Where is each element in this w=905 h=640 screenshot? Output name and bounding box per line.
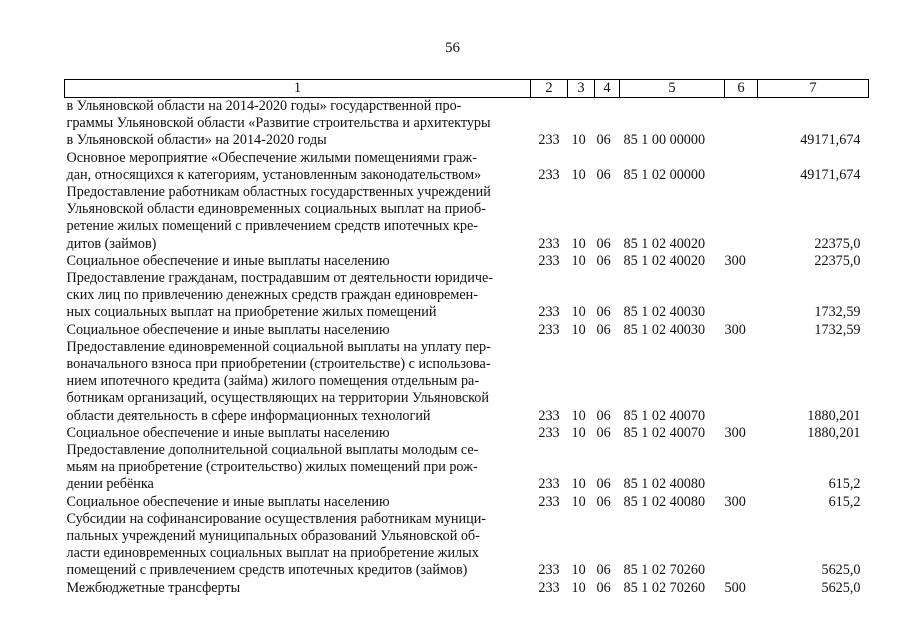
col-6-cell [725,339,758,425]
col-7-cell: 5625,0 [821,579,861,596]
description-line: ретение жилых помещений с привлечением средств ипотечных кре- [66,218,479,235]
description-line: Социальное обеспечение и иные выплаты населению [66,493,390,510]
col-6-cell [725,511,758,580]
col-2-cell: 233 [538,579,560,596]
col-6-cell: 500 [724,579,746,596]
table-row [65,511,869,580]
col-4-cell: 06 [596,476,611,493]
col-7-cell: 615,2 [828,476,861,493]
header-col-1: 1 [65,80,531,98]
description-line: ских лиц по привлечению денежных средств граждан единовремен- [66,287,478,304]
table-row [65,442,869,494]
table-row [65,253,869,270]
table-header [65,80,869,98]
col-4-cell: 06 [596,321,611,338]
col-4-cell: 06 [596,166,611,183]
description-line: ных социальных выплат на приобретение жилых помещений [66,304,437,321]
col-2-cell: 233 [538,493,560,510]
description-line: в Ульяновской области на 2014-2020 годы» государственной про- [66,98,462,114]
description-line: Предоставление гражданам, пострадавшим от деятельности юридиче- [66,270,494,287]
col-3-cell: 10 [571,562,586,579]
col-5-cell: 85 1 02 70260 [623,562,706,579]
page-number: 56 [445,40,460,56]
col-2-cell: 233 [538,407,560,424]
row-description [65,494,531,511]
col-2-cell: 233 [538,132,560,149]
table-row [65,425,869,442]
col-7-cell: 1732,59 [814,321,861,338]
table-row [65,150,869,184]
row-description [65,184,531,253]
col-2-cell: 233 [538,235,560,252]
table-row [65,580,869,597]
col-4-cell: 06 [596,493,611,510]
header-col-2: 2 [531,80,568,98]
row-description [65,442,531,494]
header-col-5: 5 [620,80,725,98]
col-4-cell: 06 [596,562,611,579]
header-col-7: 7 [758,80,869,98]
col-2-cell: 233 [538,562,560,579]
description-line: Субсидии на софинансирование осуществления работникам муници- [66,510,487,527]
row-description [65,98,531,150]
col-5-cell: 85 1 02 40020 [623,252,706,269]
description-line: Социальное обеспечение и иные выплаты населению [66,424,390,441]
header-row [65,80,869,98]
col-4-cell: 06 [596,235,611,252]
table-row [65,494,869,511]
col-4-cell: 06 [596,424,611,441]
description-line: граммы Ульяновской области «Развитие строительства и архитектуры [66,115,491,132]
col-7-cell: 49171,674 [800,132,861,149]
col-7-cell: 22375,0 [814,252,861,269]
col-6-cell [725,150,758,184]
description-line: дан, относящихся к категориям, установленным законодательством» [66,166,482,183]
col-5-cell: 85 1 02 00000 [623,166,706,183]
table-row [65,184,869,253]
col-6-cell [725,442,758,494]
description-line: Предоставление дополнительной социальной выплаты молодым се- [66,442,479,459]
col-5-cell: 85 1 02 40020 [623,235,706,252]
col-3-cell: 10 [571,166,586,183]
description-line: воначального взноса при приобретении (строительстве) с использова- [66,356,491,373]
col-3-cell: 10 [571,252,586,269]
col-7-cell: 22375,0 [814,235,861,252]
col-4-cell: 06 [596,304,611,321]
col-2-cell: 233 [538,476,560,493]
row-description [65,339,531,425]
row-description [65,150,531,184]
col-4-cell: 06 [596,579,611,596]
description-line: Предоставление единовременной социальной выплаты на уплату пер- [66,338,491,355]
description-line: дитов (займов) [66,235,157,252]
col-7-cell: 615,2 [828,493,861,510]
col-7-cell: 1880,201 [807,407,861,424]
col-6-cell [725,184,758,253]
description-line: ботникам организаций, осуществляющих на территории Ульяновской [66,390,489,407]
row-description [65,322,531,339]
col-3-cell: 10 [571,424,586,441]
col-7-cell: 5625,0 [821,562,861,579]
description-line: в Ульяновской области» на 2014-2020 годы [66,132,327,149]
description-line: помещений с привлечением средств ипотечных кредитов (займов) [66,562,468,579]
col-3-cell: 10 [571,235,586,252]
col-5-cell: 85 1 02 40080 [623,493,706,510]
col-4-cell: 06 [596,407,611,424]
col-5-cell: 85 1 02 40030 [623,321,706,338]
description-line: Предоставление работникам областных государственных учреждений [66,184,491,201]
col-6-cell: 300 [724,424,746,441]
description-line: Межбюджетные трансферты [66,579,241,596]
col-5-cell: 85 1 00 00000 [623,132,706,149]
row-description [65,511,531,580]
col-7-cell: 49171,674 [800,166,861,183]
col-5-cell: 85 1 02 40080 [623,476,706,493]
row-description [65,425,531,442]
description-line: Социальное обеспечение и иные выплаты населению [66,252,390,269]
col-6-cell: 300 [724,252,746,269]
table-row [65,339,869,425]
description-line: ласти единовременных социальных выплат на приобретение жилых [66,545,479,562]
col-3-cell: 10 [571,321,586,338]
row-description [65,270,531,322]
description-line: мьям на приобретение (строительство) жилых помещений при рож- [66,459,478,476]
col-3-cell: 10 [571,132,586,149]
col-2-cell: 233 [538,166,560,183]
row-description [65,253,531,270]
col-6-cell: 300 [724,321,746,338]
col-3-cell: 10 [571,476,586,493]
description-line: нием ипотечного кредита (займа) жилого помещения отдельным ра- [66,373,480,390]
description-line: пальных учреждений муниципальных образований Ульяновской об- [66,528,480,545]
table-body [65,98,869,597]
col-7-cell: 1732,59 [814,304,861,321]
description-line: Основное мероприятие «Обеспечение жилыми помещениями граж- [66,149,477,166]
col-3-cell: 10 [571,579,586,596]
row-description [65,580,531,597]
col-5-cell: 85 1 02 40030 [623,304,706,321]
col-4-cell: 06 [596,132,611,149]
description-line: Ульяновской области единовременных социальных выплат на приоб- [66,201,486,218]
col-2-cell: 233 [538,321,560,338]
col-5-cell: 85 1 02 40070 [623,424,706,441]
col-3-cell: 10 [571,304,586,321]
description-line: дении ребёнка [66,476,154,493]
col-3-cell: 10 [571,407,586,424]
table-row [65,270,869,322]
col-2-cell: 233 [538,424,560,441]
col-6-cell [725,98,758,150]
col-3-cell: 10 [571,493,586,510]
col-6-cell: 300 [724,493,746,510]
col-6-cell [725,270,758,322]
header-col-6: 6 [725,80,758,98]
col-2-cell: 233 [538,252,560,269]
header-col-3: 3 [568,80,595,98]
budget-table [64,79,869,597]
description-line: области деятельность в сфере информационных технологий [66,407,431,424]
col-2-cell: 233 [538,304,560,321]
col-7-cell: 1880,201 [807,424,861,441]
header-col-4: 4 [595,80,620,98]
col-5-cell: 85 1 02 70260 [623,579,706,596]
col-5-cell: 85 1 02 40070 [623,407,706,424]
description-line: Социальное обеспечение и иные выплаты населению [66,321,390,338]
col-4-cell: 06 [596,252,611,269]
table-row [65,322,869,339]
table-row [65,98,869,150]
